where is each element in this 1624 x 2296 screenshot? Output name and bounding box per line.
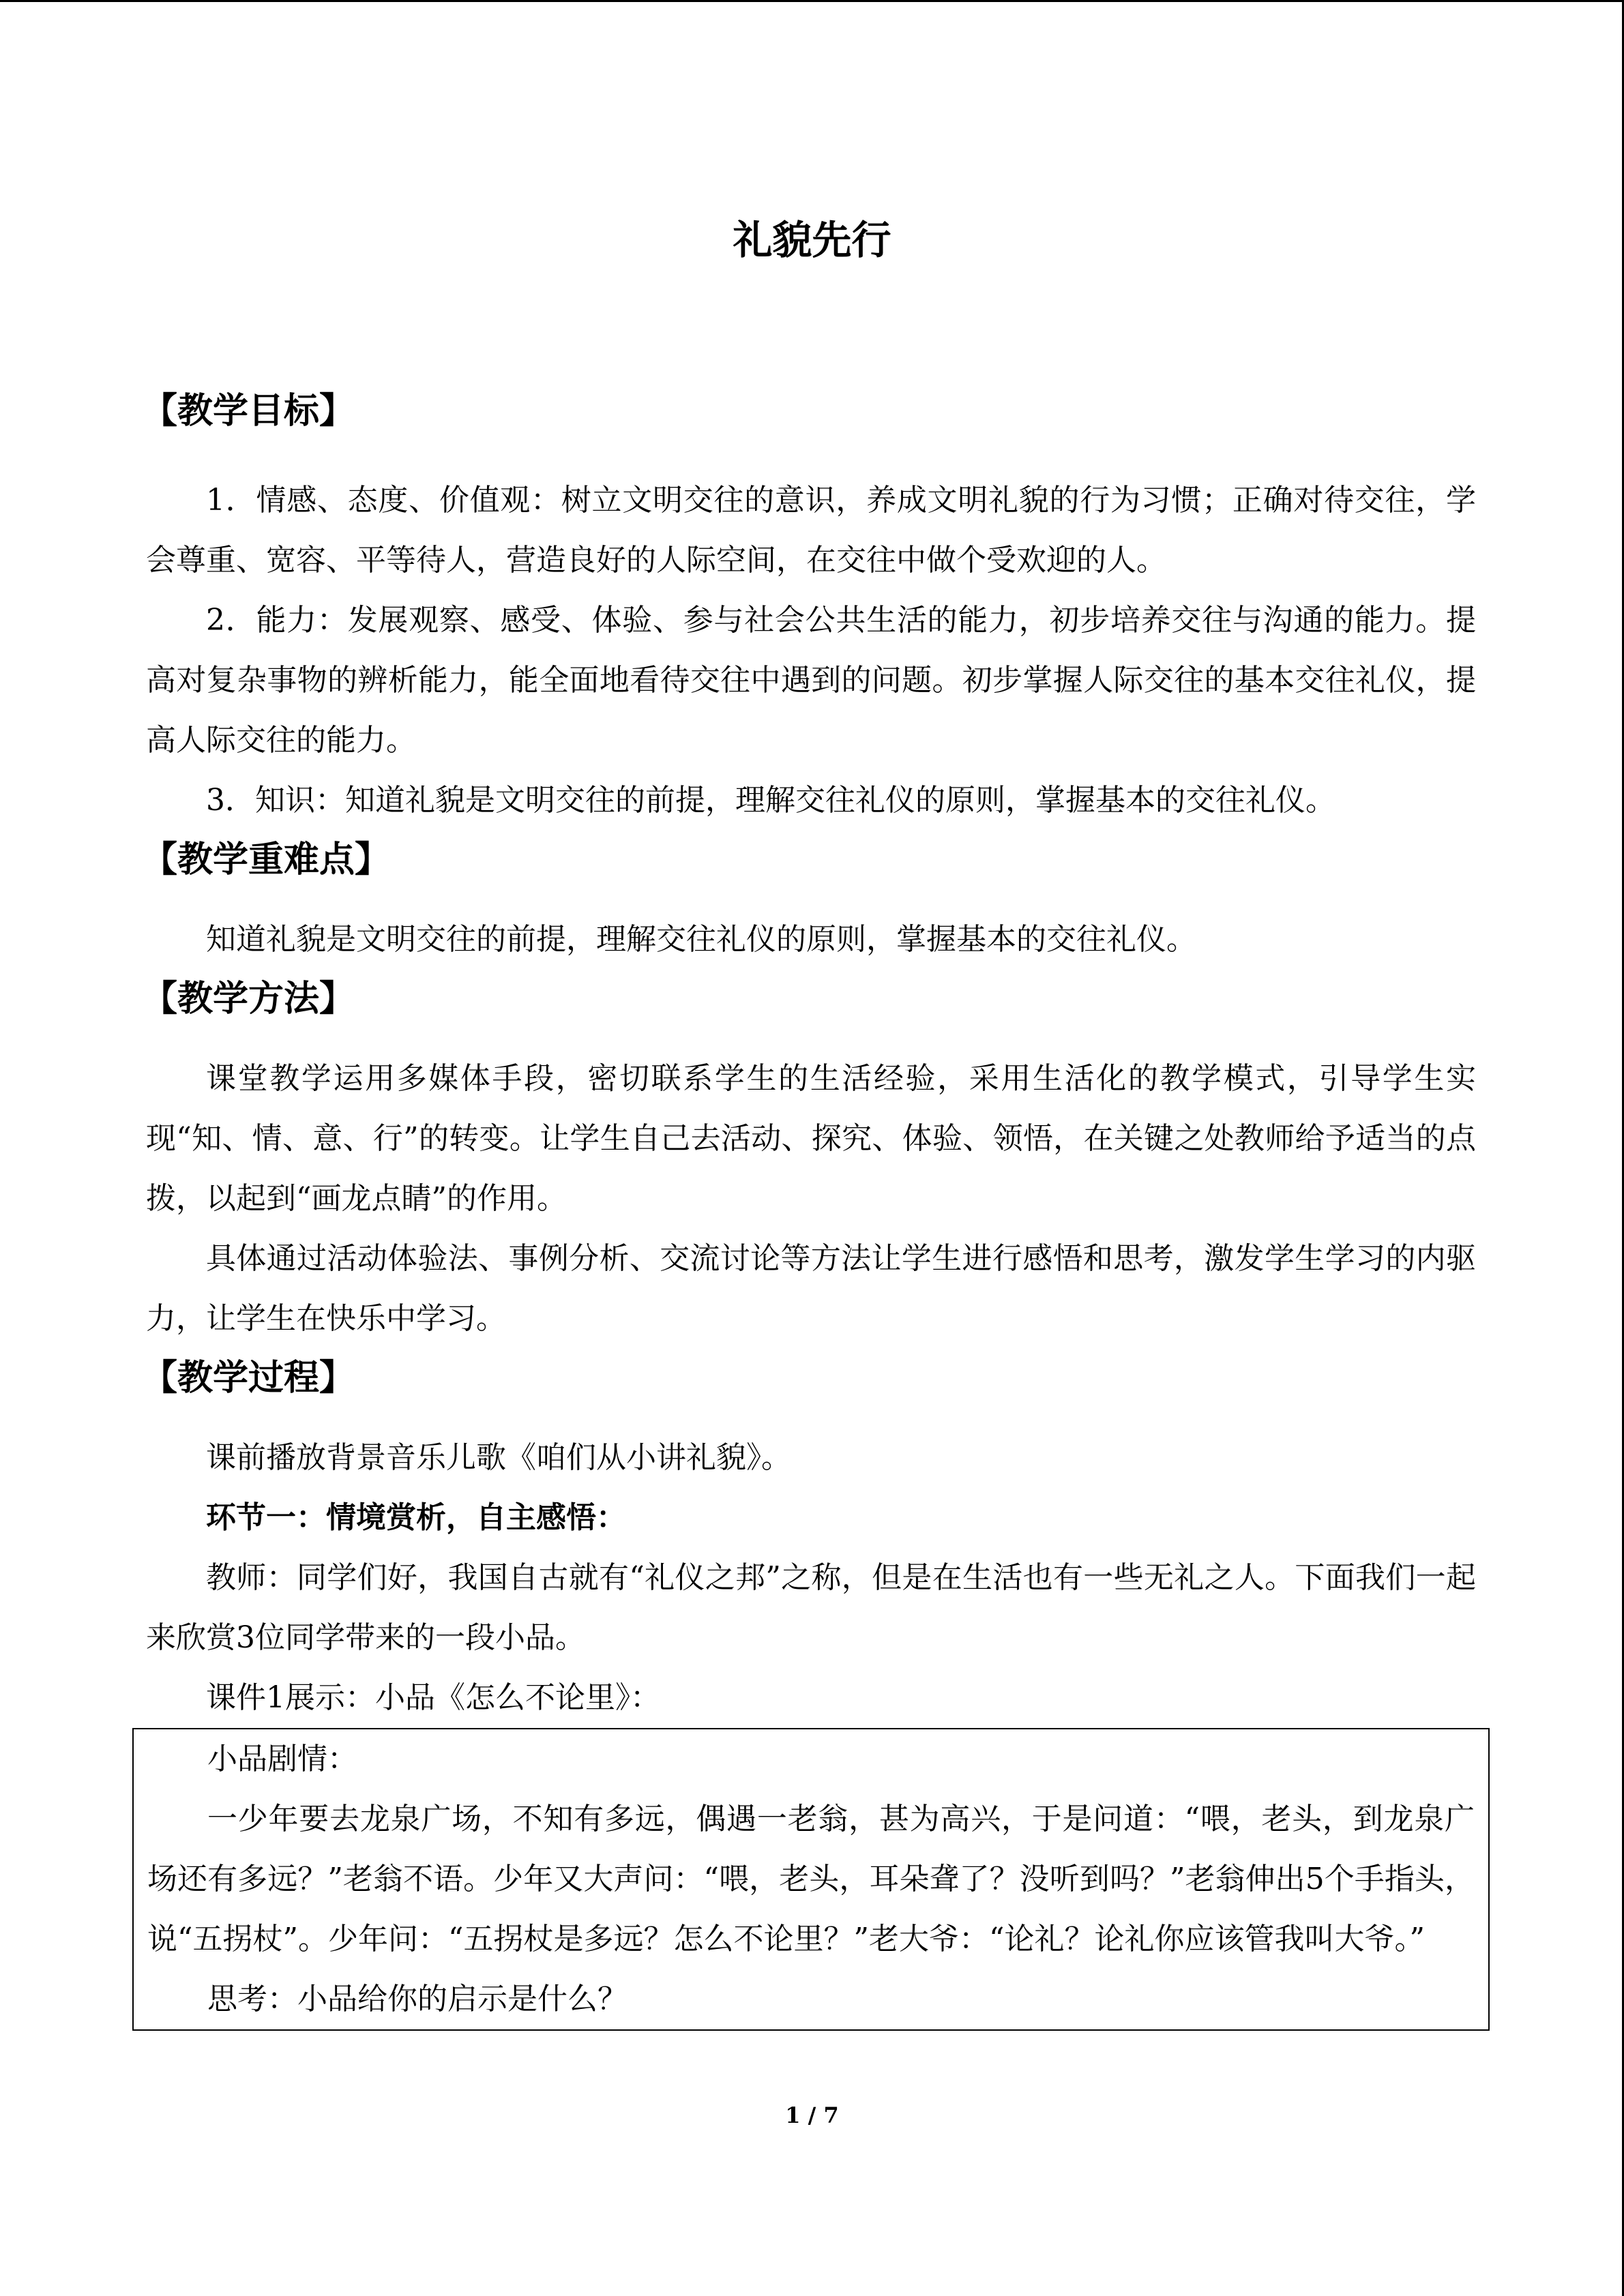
process-paragraph-2: 教师：同学们好，我国自古就有“礼仪之邦”之称，但是在生活也有一些无礼之人。下面我们一起来欣赏3位同学带来的一段小品。 bbox=[146, 1560, 1476, 1655]
skit-story: 一少年要去龙泉广场，不知有多远，偶遇一老翁，甚为高兴，于是问道：“喂，老头，到龙泉广场还有多远？”老翁不语。少年又大声问：“喂，老头，耳朵聋了？没听到吗？”老翁伸出5个手指头，说“五拐杖”。少年问：“五拐杖是多远？怎么不论里？”老大爷：“论礼？论礼你应该管我叫大爷。” bbox=[147, 1802, 1475, 1956]
key-points-paragraph: 知道礼貌是文明交往的前提，理解交往礼仪的原则，掌握基本的交往礼仪。 bbox=[206, 922, 1196, 957]
skit-question: 思考：小品给你的启示是什么？ bbox=[207, 1982, 628, 2016]
skit-box bbox=[132, 1728, 1490, 2031]
goal-paragraph-2: 2．能力：发展观察、感受、体验、参与社会公共生活的能力，初步培养交往与沟通的能力。提高对复杂事物的辨析能力，能全面地看待交往中遇到的问题。初步掌握人际交往的基本交往礼仪，提高人际交往的能力。 bbox=[146, 603, 1476, 758]
skit-label: 小品剧情： bbox=[207, 1742, 357, 1776]
page-number: 1 / 7 bbox=[785, 2102, 839, 2128]
heading-goals: 【教学目标】 bbox=[142, 391, 355, 432]
heading-key-points: 【教学重难点】 bbox=[142, 839, 391, 880]
page-top-border bbox=[0, 0, 1624, 2]
process-paragraph-1: 课前播放背景音乐儿歌《咱们从小讲礼貌》。 bbox=[206, 1440, 791, 1475]
document-body bbox=[142, 382, 1476, 2031]
methods-paragraph-1: 课堂教学运用多媒体手段，密切联系学生的生活经验，采用生活化的教学模式，引导学生实现“知、情、意、行”的转变。让学生自己去活动、探究、体验、领悟，在关键之处教师给予适当的点拨，以起到“画龙点睛”的作用。 bbox=[146, 1061, 1476, 1216]
methods-paragraph-2: 具体通过活动体验法、事例分析、交流讨论等方法让学生进行感悟和思考，激发学生学习的内驱力，让学生在快乐中学习。 bbox=[146, 1241, 1476, 1336]
goal-paragraph-1: 1．情感、态度、价值观：树立文明交往的意识，养成文明礼貌的行为习惯；正确对待交往，学会尊重、宽容、平等待人，营造良好的人际空间，在交往中做个受欢迎的人。 bbox=[146, 483, 1476, 578]
document-title: 礼貌先行 bbox=[733, 217, 891, 263]
step-one-heading: 环节一：情境赏析，自主感悟： bbox=[206, 1500, 626, 1535]
process-paragraph-3: 课件1展示：小品《怎么不论里》： bbox=[206, 1680, 660, 1715]
goal-paragraph-3: 3．知识：知道礼貌是文明交往的前提，理解交往礼仪的原则，掌握基本的交往礼仪。 bbox=[206, 783, 1335, 818]
heading-methods: 【教学方法】 bbox=[142, 979, 355, 1019]
heading-process: 【教学过程】 bbox=[142, 1358, 355, 1399]
